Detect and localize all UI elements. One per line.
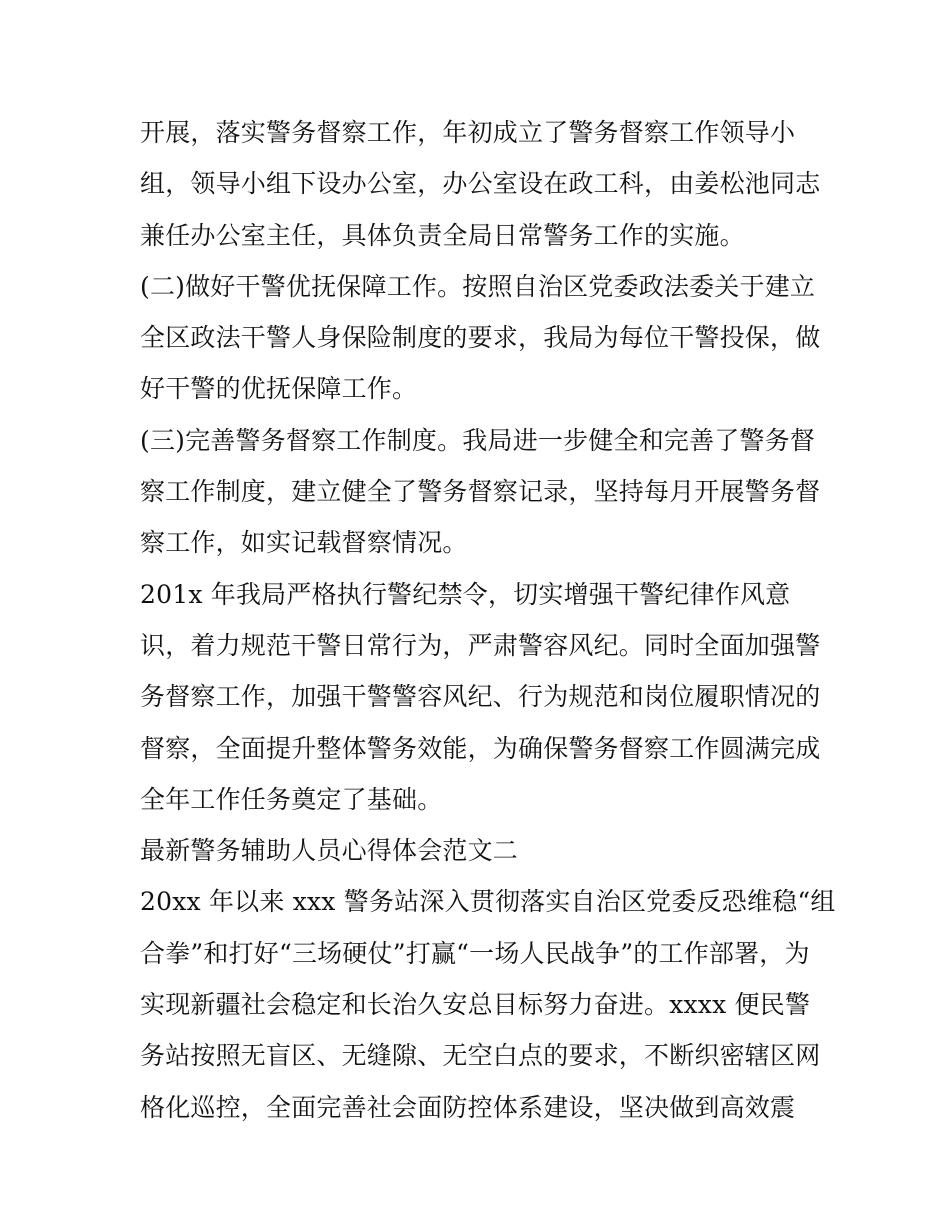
text-line: 20xx 年以来 xxx 警务站深入贯彻落实自治区党委反恐维稳“组 [140, 887, 836, 917]
document-body [140, 107, 836, 1133]
text-line: 开展，落实警务督察工作，年初成立了警务督察工作领导小 [140, 118, 796, 147]
text-line: (二)做好干警优抚保障工作。按照自治区党委政法委关于建立 [140, 271, 816, 301]
text-line: 兼任办公室主任，具体负责全局日常警务工作的实施。 [140, 220, 745, 250]
text-line: 察工作制度，建立健全了警务督察记录，坚持每月开展警务督 [140, 477, 821, 507]
text-line: 识，着力规范干警日常行为，严肃警容风纪。同时全面加强警 [140, 630, 821, 660]
text-line: 全年工作任务奠定了基础。 [140, 784, 443, 814]
text-line: 合拳”和打好“三场硬仗”打赢“一场人民战争”的工作部署，为 [140, 938, 810, 968]
text-line: 实现新疆社会稳定和长治久安总目标努力奋进。xxxx 便民警 [140, 990, 811, 1020]
text-line: 格化巡控，全面完善社会面防控体系建设，坚决做到高效震 [140, 1092, 796, 1122]
text-line: 督察，全面提升整体警务效能，为确保警务督察工作圆满完成 [140, 733, 821, 763]
text-line: 组，领导小组下设办公室，办公室设在政工科，由姜松池同志 [140, 169, 821, 199]
text-line: 201x 年我局严格执行警纪禁令，切实增强干警纪律作风意 [140, 579, 791, 609]
text-line: 全区政法干警人身保险制度的要求，我局为每位干警投保，做 [140, 323, 821, 353]
text-line: 好干警的优抚保障工作。 [140, 374, 418, 404]
text-line: 务站按照无盲区、无缝隙、无空白点的要求，不断织密辖区网 [140, 1041, 821, 1071]
section-heading: 最新警务辅助人员心得体会范文二 [140, 836, 519, 866]
text-line: 务督察工作，加强干警警容风纪、行为规范和岗位履职情况的 [140, 682, 821, 712]
text-line: 察工作，如实记载督察情况。 [140, 528, 468, 558]
text-line: (三)完善警务督察工作制度。我局进一步健全和完善了警务督 [140, 425, 816, 455]
